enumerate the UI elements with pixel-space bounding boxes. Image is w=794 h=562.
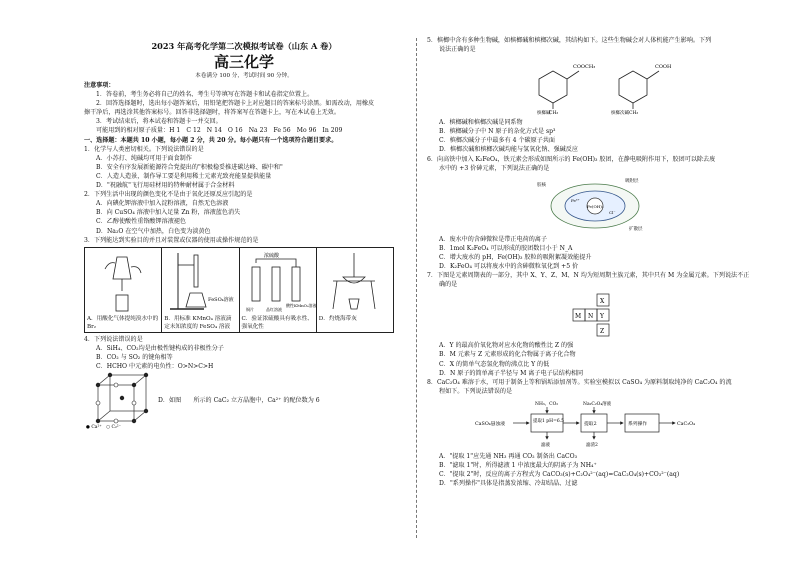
copper-label: 铜片 [245,306,254,312]
q1-option: B．安全有序发展新能源符合党提出的"积极稳妥推进碳达峰、碳中和" [96,163,283,171]
note-item: 擦干净后，再选涂其他答案标号。回答非选择题时，将答案写在答题卡上，写在本试卷上无效。 [84,109,340,117]
q3-cell-a [85,247,162,332]
flow-filtrate: 滤液 [541,442,550,448]
micelle-anion-label: Cl⁻ [609,209,616,215]
crystal-legend: ● Ca²⁺ ○ C₂²⁻ [86,425,121,431]
arecaidine-methyl: CH₃ [629,111,639,117]
q4-option: D．如图 所示的 CaC₂ 立方晶胞中，Ca²⁺ 的配位数为 6 [158,396,320,404]
fuchsine-label: 品红溶液 [265,306,282,312]
kmno4-label: 酸性KMnO₄溶液 [285,302,317,308]
q7-option: A．Y 的最高价氧化物对应水化物的酸性比 Z 的强 [439,342,574,350]
q5-option: B．槟榔碱分子中 N 原子的杂化方式是 sp³ [439,128,556,136]
exam-meta: 本卷满分 100 分，考试时间 90 分钟。 [195,73,293,79]
q4-option: A．SiH₄、CO₂均是由极性键构成的非极性分子 [96,344,224,352]
q8-option: B．"滤取 1"时，所得滤液 1 中浓度最大的阴离子为 NH₄⁺ [439,461,597,469]
arecaidine-structure [611,64,672,116]
q6-option: B．1mol K₂FeO₄ 可以形成的胶团数目小于 N_A [439,244,573,252]
q3-cell-d [316,247,393,332]
note-item: 1．答卷前，考生务必将自己的姓名、考生号等填写在答题卡和试卷指定位置上。 [96,91,314,99]
q5-option: D．槟榔次碱和槟榔次碱均能与氢氧化钠、强碱反应 [439,146,578,154]
flow-step1: 提取1 pH=6.5 [533,418,565,424]
separatory-funnel-figure [87,249,157,315]
q2-option: A．向碘化钾溶液中加入淀粉溶液，自然无色溶液 [96,200,229,208]
q1-stem: 1．化学与人类密切相关。下列说法错误的是 [84,145,204,153]
sulfuric-acid-figure [242,249,317,315]
flow-step2: 提取2 [584,421,597,427]
process-flow-figure [473,399,713,449]
q5-option: A．槟榔碱和槟榔次碱是同系物 [439,119,523,127]
flow-step3: 系列操作 [628,421,648,427]
q3-apparatus-table [84,247,394,333]
q7-stem: 7．下图是元素周期表的一部分，其中 X、Y、Z、M、N 均为短周期主族元素，其中只有 M 为金属元素。下列说法不正 [427,272,750,280]
conc-h2so4-label: 浓硫酸 [263,252,279,259]
q2-option: D．Na₂O 在空气中加热，白色变为淡黄色 [96,227,211,235]
q6-option: C．增大废水的 pH，Fe(OH)₃ 胶粒的吸附絮凝效能提升 [439,253,592,261]
q1-option: D．"祝融航"飞行用硅材用的特种耐材属于合金材料 [96,182,235,190]
q2-option: B．向 CuSO₄ 溶液中加入足量 Zn 粉，溶液蓝色消失 [96,209,241,217]
arecoline-structure [537,64,595,116]
arecoline-group: COOCH₃ [573,64,596,71]
q8-stem-cont: 程如下。下列说法错误的是 [439,387,513,395]
q2-stem: 2．下列生活中出现的颜色变化不是由于氧化还原反应引起的是 [84,191,253,199]
q6-option: D．K₂FeO₄ 可以将废水中的含砷微粒氧化到 +5 价 [439,263,579,271]
feso4-label: FeSO₄溶液 [208,296,234,303]
element-m: M [575,313,582,321]
micelle-ion-label: Fe³⁺ [571,197,580,203]
exam-title: 2023 年高考化学第二次模拟考试卷（山东 A 卷） [151,41,337,51]
micelle-diffusion-label: 扩散层 [629,226,643,232]
notes-title: 注意事项： [84,82,115,89]
q8-option: A．"提取 1"应先通 NH₃ 再通 CO₂ 制备出 CaCO₃ [439,452,578,460]
q8-option: D．"系列操作"具体是指蒸发浓缩、冷却结晶、过滤 [439,480,578,488]
q3-option-c: C．验证浓硫酸具有吸水性、强氧化性 [241,315,313,330]
micelle-nucleus-label: 胶核 [537,182,546,188]
titration-figure [164,249,234,315]
q6-stem: 6．向高铁中加入 K₂FeO₄，铁元素会形成如图所示的 Fe(OH)₃ 胶团，在静电吸附作用下，胶团可以除去废 [427,155,716,163]
subject-title: 高三化学 [213,53,274,71]
crucible-figure [319,249,389,315]
q6-option: A．废水中的含砷微粒是带正电荷的离子 [439,235,547,243]
q2-option: C．乙醇使酸性重铬酸钾溶液褪色 [96,218,186,226]
arecaidine-name: 槟榔次碱 [611,111,629,117]
flow-residue: 滤渣2 [586,442,598,448]
element-z: Z [600,328,605,336]
atomic-masses: 可能用到的相对原子质量：H 1 C 12 N 14 O 16 Na 23 Fe 56 Mo 96 In 209 [96,127,343,135]
flow-feed: CaSO₄悬浊液 [475,421,506,427]
q5-stem-cont: 说法正确的是 [439,46,476,54]
micelle-adsorption-label: 吸附层 [625,178,639,184]
q1-option: C．人造人造景，制作导工要是利用稀土元素光致亮能显提供能量 [96,172,272,180]
element-y: Y [600,313,604,321]
arecoline-name: 槟榔碱 [537,111,551,117]
alkaloid-structures-figure [493,57,693,115]
element-x: X [600,298,605,306]
element-n: N [588,313,594,321]
q5-stem: 5．槟榔中含有多种生物碱，如槟榔碱和槟榔次碱，其结构如下。这些生物碱会对人体机能产生影响。下列 [427,37,712,44]
periodic-table-fragment [553,292,633,338]
q4-stem: 4．下列说法错误的是 [84,335,143,343]
q3-cell-b [162,247,239,332]
q3-option-b: B．用标准 KMnO₄ 溶液滴定未知浓度的 FeSO₄ 溶液 [164,315,232,330]
q3-stem: 3．下列能达到实验目的并且对装置或仪器的使用或操作规范的是 [84,236,259,244]
q3-cell-c [239,247,316,332]
q7-stem-cont: 确的是 [439,281,458,289]
q4-option-d-row [84,371,404,429]
q7-option: C．X 的简单气态氢化物的沸点比 Y 的低 [439,360,550,368]
q8-option: C．"提取 2"时，反应的离子方程式为 CaCO₃(s)+C₂O₄²⁻(aq)=CaC₂O₄(s)+CO₃²⁻(aq) [439,471,680,479]
q6-stem-cont: 水中的 +3 价砷元素，下列说法正确的是 [439,164,550,172]
q3-option-d: D．灼烧海带灰 [318,315,357,322]
q7-option: D．N 原子的简单离子半径与 M 离子电子层结构相同 [439,369,584,377]
flow-product: CaC₂O₄ [677,421,695,427]
q1-option: A．小苏打、纯碱均可用于面食制作 [96,154,192,162]
q3-option-a: A．用酸化气体提纯溴水中的 Br₂ [87,315,159,330]
micelle-core-label: Fe(OH)₃ [587,203,604,209]
note-item: 2．回答选择题时，选出每小题答案后，用铅笔把答题卡上对应题目的答案标号涂黑。如需改动，用橡皮 [96,100,375,108]
flow-reagent2: Na₂C₂O₄溶液 [583,401,612,407]
q4-option: C．HCHO 中元素的电负性：O>N>C>H [96,362,214,370]
flow-reagent1: NH₃、CO₂ [535,401,559,407]
column-divider [416,38,417,538]
q5-option: C．槟榔次碱分子中最多有 4 个碳原子共面 [439,137,556,145]
q7-option: B．M 元素与 Z 元素形成的化合物属于离子化合物 [439,351,576,359]
q8-stem: 8．CaC₂O₄ 难溶于水，可用于制备上等和锅垢添加剂等。实验室模拟以 CaSO₄ 为原料制取纯净的 CaC₂O₄ 的流 [427,378,732,386]
note-item: 3．考试结束后，将本试卷和答题卡一并交回。 [96,118,222,126]
arecaidine-group: COOH [655,64,672,71]
right-column [427,36,759,488]
left-column [84,36,404,429]
q4-option: B．CO₂ 与 SO₂ 的键角相等 [96,353,173,361]
colloid-micelle-figure [533,176,653,232]
section-heading: 一、选择题：本题共 10 小题，每小题 2 分，共 20 分。每小题只有一个选项符合题目要求。 [84,136,338,144]
arecoline-methyl: CH₃ [549,111,559,117]
cac2-crystal-figure [84,371,158,429]
